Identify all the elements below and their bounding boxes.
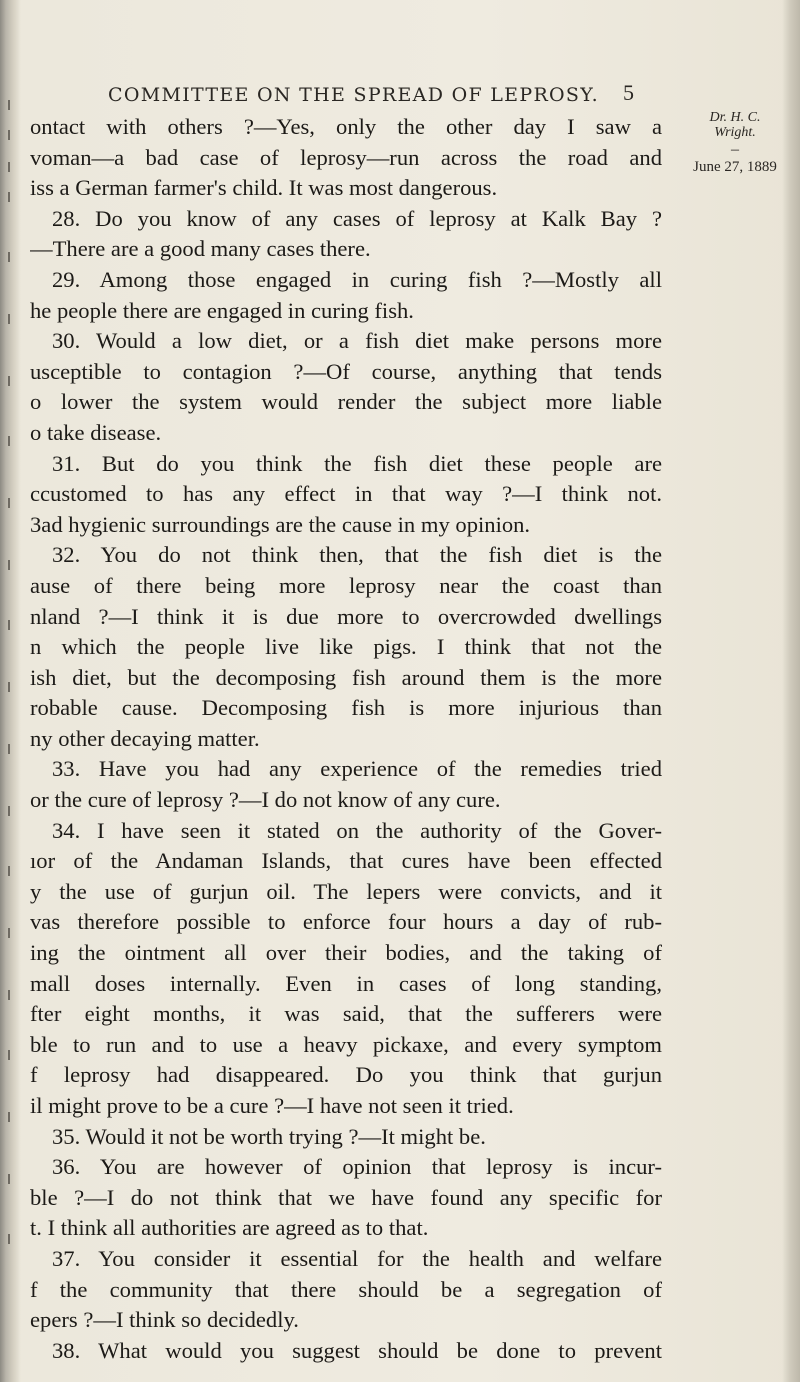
text-line: y the use of gurjun oil. The lepers were convicts, and it: [30, 878, 662, 904]
text-line: ing the ointment all over their bodies, and the taking of: [30, 940, 662, 966]
text-line: n which the people live like pigs. I think that not the: [30, 634, 662, 660]
gutter-marks: [6, 100, 18, 1360]
text-line: 36. You are however of opinion that leprosy is incur-: [52, 1154, 662, 1180]
text-line: 31. But do you think the fish diet these people are: [52, 450, 662, 476]
text-line: 29. Among those engaged in curing fish ?—Mostly all: [52, 266, 662, 292]
text-line: vas therefore possible to enforce four hours a day of rub-: [30, 909, 662, 935]
text-line: il might prove to be a cure ?—I have not seen it tried.: [30, 1093, 514, 1118]
text-line: ontact with others ?—Yes, only the other day I saw a: [30, 114, 662, 139]
text-line: nland ?—I think it is due more to overcrowded dwellings: [30, 603, 662, 629]
text-line: epers ?—I think so decidedly.: [30, 1307, 299, 1333]
text-line: t. I think all authorities are agreed as to that.: [30, 1215, 429, 1241]
text-line: —There are a good many cases there.: [30, 236, 371, 262]
text-line: mall doses internally. Even in cases of long standing,: [30, 970, 662, 996]
text-line: iss a German farmer's child. It was most dangerous.: [30, 175, 498, 201]
text-line: usceptible to contagion ?—Of course, anything that tends: [30, 358, 662, 384]
running-header: COMMITTEE ON THE SPREAD OF LEPROSY.: [108, 84, 599, 106]
text-line: o take disease.: [30, 419, 162, 445]
text-line: o lower the system would render the subject more liable: [30, 389, 662, 415]
text-line: f leprosy had disappeared. Do you think that gurjun: [30, 1062, 662, 1088]
text-line: 32. You do not think then, that the fish diet is the: [52, 542, 662, 568]
margin-note-author: Dr. H. C. Wright.: [709, 110, 761, 140]
margin-note-date: June 27, 1889: [693, 159, 777, 175]
text-line: ny other decaying matter.: [30, 725, 260, 751]
margin-note-dash: –: [731, 141, 739, 158]
text-line: ccustomed to has any effect in that way ?—I think not.: [30, 481, 662, 507]
text-line: 34. I have seen it stated on the authority of the Gover-: [52, 817, 662, 843]
text-line: 37. You consider it essential for the health and welfare: [52, 1245, 662, 1271]
text-line: 3ad hygienic surroundings are the cause in my opinion.: [30, 511, 531, 537]
text-line: f the community that there should be a segregation of: [30, 1276, 662, 1302]
text-line: fter eight months, it was said, that the sufferers were: [30, 1001, 662, 1027]
text-line: 33. Have you had any experience of the remedies tried: [52, 756, 662, 782]
text-line: he people there are engaged in curing fish.: [30, 297, 414, 323]
text-line: 38. What would you suggest should be done to prevent: [52, 1337, 662, 1363]
text-line: 30. Would a low diet, or a fish diet make persons more: [52, 328, 662, 354]
text-line: ıor of the Andaman Islands, that cures have been effected: [30, 848, 662, 874]
text-line: ause of there being more leprosy near the coast than: [30, 572, 662, 598]
text-line: or the cure of leprosy ?—I do not know of any cure.: [30, 787, 501, 813]
page-edge: [782, 0, 800, 1382]
text-line: ish diet, but the decomposing fish around them is the more: [30, 664, 662, 690]
text-line: 28. Do you know of any cases of leprosy at Kalk Bay ?: [52, 205, 662, 231]
text-line: 35. Would it not be worth trying ?—It might be.: [52, 1123, 486, 1149]
margin-note: [690, 110, 780, 176]
text-line: voman—a bad case of leprosy—run across the road and: [30, 144, 662, 170]
body-text: [30, 112, 662, 1366]
text-line: ble to run and to use a heavy pickaxe, and every symptom: [30, 1031, 662, 1057]
text-line: ble ?—I do not think that we have found any specific for: [30, 1184, 662, 1210]
page-number: 5: [623, 80, 634, 105]
text-line: robable cause. Decomposing fish is more injurious than: [30, 695, 662, 721]
